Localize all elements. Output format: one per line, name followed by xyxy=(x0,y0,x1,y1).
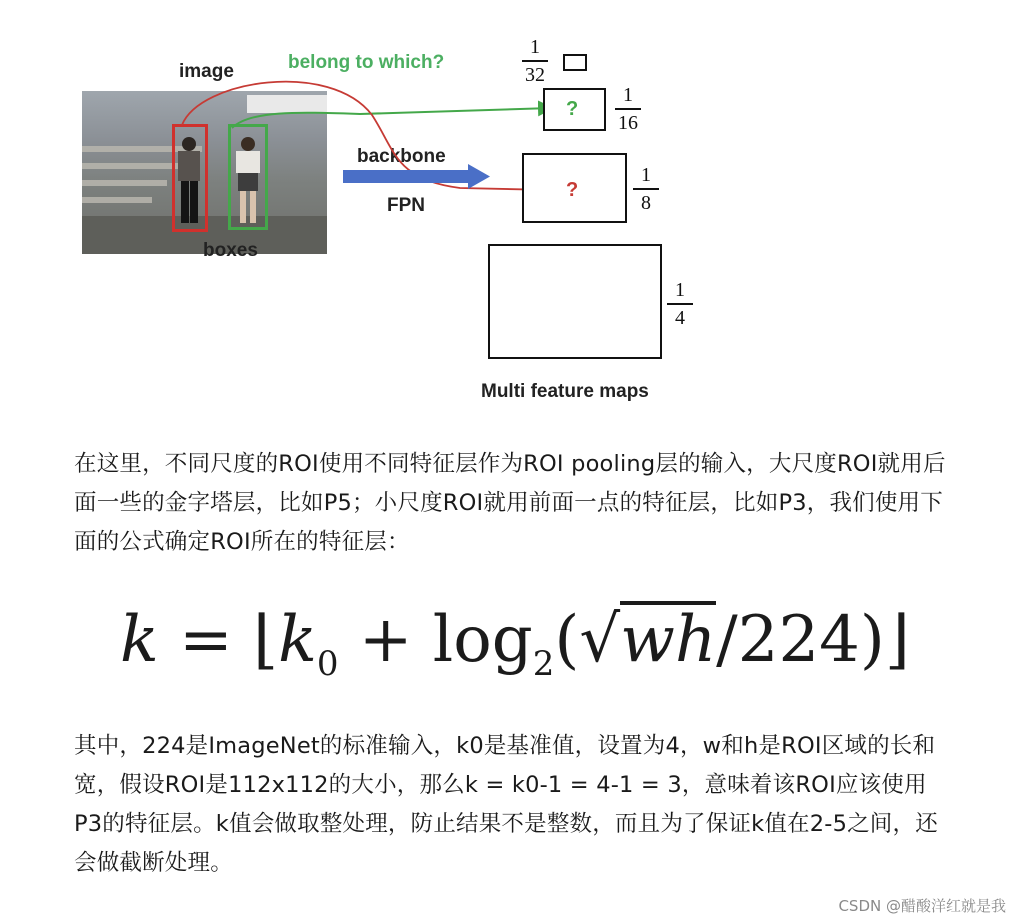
formula-sqrt xyxy=(579,590,716,690)
formula-divisor: /224 xyxy=(716,603,860,677)
scale-fraction-1-16: 1 16 xyxy=(613,85,643,133)
boxes-label: boxes xyxy=(203,240,258,261)
formula-paren-open: ( xyxy=(554,603,580,677)
level-formula xyxy=(120,590,950,690)
paragraph-2 xyxy=(74,727,954,883)
image-label: image xyxy=(179,61,234,82)
feature-map-1-4 xyxy=(488,244,662,359)
belong-to-which-label: belong to which? xyxy=(288,52,445,73)
formula-radicand: wh xyxy=(620,603,717,677)
backbone-label: backbone xyxy=(357,146,446,167)
multi-feature-maps-caption: Multi feature maps xyxy=(481,381,649,402)
formula-equals: = xyxy=(179,603,233,677)
backbone-arrow-head xyxy=(468,164,490,189)
scale-fraction-1-8: 1 8 xyxy=(631,165,661,213)
formula-paren-close: ) xyxy=(859,603,885,677)
formula-k0-base: k xyxy=(278,603,317,677)
formula-log-base: 2 xyxy=(532,644,555,684)
green-question-mark: ? xyxy=(566,98,579,120)
paragraph-1 xyxy=(74,445,954,562)
csdn-watermark: CSDN @醋酸洋红就是我 xyxy=(838,897,1006,915)
formula-sqrt-sign: √ xyxy=(579,603,621,677)
formula-floor-close: ⌋ xyxy=(884,603,910,677)
backbone-arrow-shaft xyxy=(343,170,471,183)
formula-floor-open: ⌊ xyxy=(253,603,279,677)
green-mapping-arrow xyxy=(232,108,552,128)
formula-plus: + xyxy=(358,603,413,677)
paragraph-1-text: 在这里，不同尺度的ROI使用不同特征层作为ROI pooling层的输入，大尺度ROI就用后面一些的金字塔层，比如P5；小尺度ROI就用前面一点的特征层，比如P3，我们使用下面的公式确定ROI所在的特征层： xyxy=(74,451,946,555)
paragraph-2-text: 其中，224是ImageNet的标准输入，k0是基准值，设置为4，w和h是ROI区域的长和宽，假设ROI是112x112的大小，那么k = k0-1 = 4-1 = 3，意味着该ROI应该使用P3的特征层。k值会做取整处理，防止结果不是整数，而且为了保证k值在2-5之间，还会做截断处理。 xyxy=(74,733,938,876)
scale-fraction-1-4: 1 4 xyxy=(665,280,695,328)
fpn-label: FPN xyxy=(387,195,425,216)
red-question-mark: ? xyxy=(566,179,579,201)
formula-k0-sub: 0 xyxy=(316,644,339,684)
feature-map-1-32 xyxy=(563,54,587,71)
formula-lhs: k xyxy=(120,603,159,677)
formula-log: log xyxy=(432,603,533,677)
scale-fraction-1-32: 1 32 xyxy=(520,37,550,85)
